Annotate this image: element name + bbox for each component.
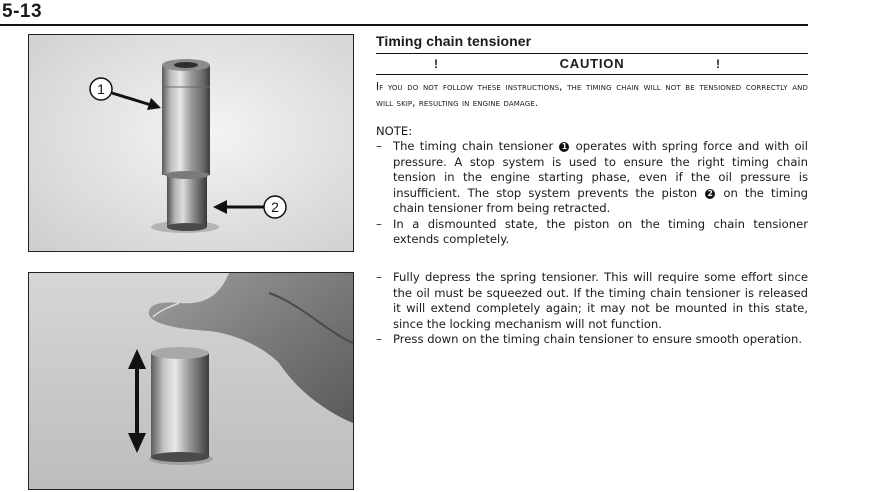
page-number: 5-13	[2, 1, 43, 22]
svg-text:1: 1	[97, 81, 105, 97]
note-item: – The timing chain tensioner 1 operates with spring force and with oil pressure. A stop system is used to ensure the right timing chain tension in the engine starting phase, even if the oil pressure is insufficient. The stop system prevents the piston 2 on the timing chain tensioner from being retracted.	[376, 139, 809, 215]
step-list	[376, 270, 808, 348]
reference-2-icon: 2	[705, 189, 715, 199]
note-label: NOTE:	[376, 124, 413, 138]
tensioner-photo	[28, 34, 354, 252]
tensioner-piston	[167, 175, 207, 227]
tensioner-body	[151, 353, 209, 457]
section-title: Timing chain tensioner	[376, 33, 532, 49]
title-rule	[376, 53, 808, 54]
tensioner-body	[162, 65, 210, 175]
caution-header	[376, 57, 808, 73]
step-item: – Fully depress the spring tensioner. This will require some effort since the oil must be squeezed out. If the timing chain tensioner is released it will extend completely again; it may not be mounted in this state, since the locking mechanism will not function.	[376, 270, 808, 331]
warning-mark-left: !	[434, 57, 438, 71]
svg-text:2: 2	[271, 199, 279, 215]
step-item: – Press down on the timing chain tensioner to ensure smooth operation.	[376, 332, 803, 346]
reference-1-icon: 1	[559, 142, 569, 152]
warning-mark-right: !	[716, 57, 720, 71]
header-rule	[0, 24, 808, 26]
caution-text: If you do not follow these instructions, the timing chain will not be tensioned correctly and will skip, resulting in engine damage.	[376, 82, 808, 109]
note-list	[376, 139, 808, 248]
caution-label: CAUTION	[559, 56, 625, 71]
press-tensioner-photo	[28, 272, 354, 490]
caution-rule	[376, 74, 808, 75]
note-item: – In a dismounted state, the piston on the timing chain tensioner extends completely.	[376, 216, 808, 246]
